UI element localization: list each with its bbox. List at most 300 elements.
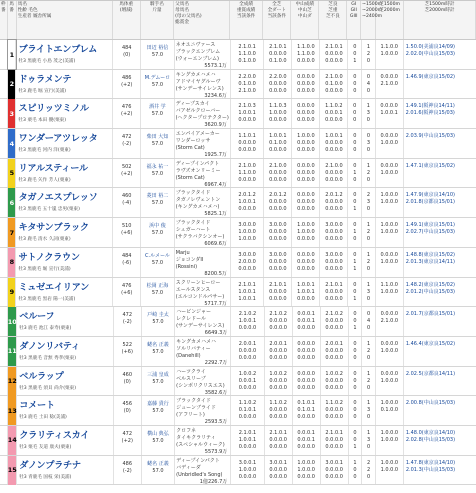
horse-number-badge: 6 (8, 188, 16, 217)
dam-name: レクレドール (176, 316, 206, 323)
damsire-name: (Danehill) (176, 352, 201, 359)
stat3-cell: 1.1.0.2 0.0.0.0 0.0.0.0 (321, 396, 349, 425)
distance-cell: 1 3 0 (362, 278, 376, 307)
jockey-name-link[interactable]: 三浦 皇成 (147, 371, 169, 378)
jockey-name-link[interactable]: 田辺 裕信 (146, 45, 169, 51)
horse-sub-info: 牡3 青鹿毛 国枝 栄(美浦) (19, 474, 72, 480)
total-prize: 6967.4万 (204, 181, 227, 188)
record-cell: 2.1.0.1 1.1.0.0 0.1.0.0 (231, 40, 264, 69)
jockey-name-link[interactable]: 蛯名 正義 (147, 460, 169, 467)
stat2-cell: 0.0.0.0 0.0.0.0 0.0.0.0 (293, 337, 321, 366)
turf-record-cell: 1.0.0.0 1.0.0.0 (376, 218, 404, 247)
jockey-cell (142, 367, 175, 396)
pedigree-cell (175, 99, 231, 128)
dam-name: バディーダ (176, 464, 201, 471)
turf-record-cell: 0.0.0.0 2.1.0.0 (376, 307, 404, 336)
dam-name: バアゼルクローバー (175, 108, 221, 115)
horse-name-link[interactable]: コメート (19, 400, 55, 412)
stat2-cell: 0.0.0.0 0.0.0.0 0.0.0.0 (292, 159, 320, 188)
best-time-cell (404, 99, 476, 128)
best-time: 1.49.1(阪神良14/11) 2.01.6(阪神良15/03) (405, 103, 455, 117)
stat3-cell: 1.1.0.2 0.0.0.1 0.0.0.0 (320, 99, 348, 128)
turf-record-cell: 1.0.0.0 0.1.0.0 (376, 396, 404, 425)
total-prize: 2593.5万 (204, 419, 228, 426)
distance-cell: 1 2 0 (362, 337, 376, 366)
distance-cell: 1 2 0 (362, 367, 376, 396)
table-row (0, 159, 476, 189)
stat3-cell: 2.0.0.1 0.0.0.0 0.0.0.0 (321, 337, 349, 366)
best-time: 1.48.8(東京良15/02) 2.01.3(東京良14/11) (405, 251, 455, 265)
horse-sub-info: 牡3 黒鹿毛 音無 秀孝(栗東) (19, 355, 77, 361)
ban-cell (0, 129, 8, 158)
jockey-weight: 57.0 (152, 408, 164, 415)
distance-cell: 2 2 0 (362, 456, 376, 485)
stat2-cell: 0.0.0.0 0.0.0.0 0.0.0.0 (292, 248, 320, 277)
turf-record-cell: 1.0.0.0 1.0.0.0 (376, 426, 404, 455)
jockey-cell (142, 456, 175, 485)
stat2-cell: 0.0.0.1 0.0.0.1 0.0.0.0 (293, 307, 321, 336)
stat3-cell: 2.1.0.1 0.0.0.0 0.0.0.0 (320, 278, 348, 307)
dam-name: シュガーハート (175, 227, 211, 234)
table-row (0, 99, 476, 129)
grade-cell: 0 0 0 (349, 396, 363, 425)
best-time-cell (404, 70, 476, 99)
record-cell: 3.0.0.0 2.0.0.0 0.0.0.0 (231, 248, 264, 277)
pedigree-cell (175, 396, 231, 425)
pedigree-cell (175, 129, 231, 158)
best-time: 1.47.9(東京良14/10) 2.01.8(京都良15/01) (405, 192, 455, 206)
sire-name: ハーツクライ (176, 368, 206, 375)
horse-sub-info: 牡3 鹿毛 清水 久詞(栗東) (18, 237, 71, 243)
horse-number-badge: 7 (8, 218, 16, 247)
best-time: 1.48.0(東京良14/10) 2.02.8(中山良15/03) (405, 429, 456, 443)
table-row (0, 129, 476, 159)
dam-name: ラヴズオンリーミー (175, 167, 221, 174)
pedigree-cell (175, 278, 231, 307)
header-record: 全成績 重賞成績 当該条件 (230, 1, 263, 39)
header-pedigree: 父馬名 母馬名 (母の父馬名) 総賞金 (174, 1, 230, 39)
horse-name-link[interactable]: ブライトエンブレム (18, 44, 98, 55)
total-prize: 5825.1万 (204, 211, 227, 218)
turf-record-cell: 0.0.0.0 1.0.0.0 (376, 159, 404, 188)
sire-name: ディープインパクト (175, 160, 220, 167)
damsire-name: (エルコンドルパサー) (175, 293, 225, 300)
stat1-cell: 2.1.0.1 0.0.0.0 0.1.0.0 (264, 40, 292, 69)
best-time-cell (404, 307, 476, 336)
table-row (0, 367, 476, 397)
stat3-cell: 3.0.0.0 0.0.0.0 0.0.0.0 (320, 218, 348, 247)
dam-name: アドマイヤグルーヴ (175, 78, 221, 85)
damsire-name: (Storm Cat) (175, 145, 205, 152)
best-time: 1.47.8(東京良14/10) 2.01.3(中山良15/03) (405, 459, 456, 473)
horse-cell (16, 129, 113, 158)
stat2-cell: 0.0.0.0 0.0.0.0 0.0.0.0 (292, 188, 320, 217)
ban-cell (0, 99, 8, 128)
total-prize: 1億226.7万 (199, 478, 228, 485)
best-time: 1.50.0(美浦良14/09) 2.02.0(中山良15/03) (405, 44, 455, 57)
horse-weight: 460 (-4) (113, 188, 141, 217)
jockey-weight: 57.0 (151, 141, 164, 148)
horse-sub-info: 牡3 黒鹿毛 堀 宣行(美浦) (18, 266, 71, 272)
stat1-cell: 2.1.0.1 0.0.0.0 0.0.0.0 (264, 278, 292, 307)
sire-name: ディープインパクト (176, 457, 220, 464)
stat1-cell: 3.0.0.0 0.0.0.0 0.0.0.0 (264, 248, 292, 277)
horse-cell (16, 40, 113, 69)
stat2-cell: 1.0.0.0 1.0.0.0 0.0.0.0 (293, 456, 321, 485)
turf-record-cell: 1.1.0.0 1.0.0.0 (376, 278, 404, 307)
header-name: 馬名 性齢 毛色 生産者 厩舎所属 (17, 1, 113, 39)
best-time: 2.03.9(中山良15/03) (405, 133, 455, 140)
header-g2: ~1500m ~2000m ~2400m (361, 1, 376, 39)
jockey-name-link[interactable]: 酒井 学 (149, 104, 166, 111)
horse-name-link[interactable]: ベルーフ (19, 311, 55, 323)
distance-cell: 1 3 0 (362, 99, 376, 128)
record-cell: 2.1.0.0 1.1.0.0 0.0.0.0 (231, 159, 264, 188)
record-cell: 3.0.0.1 1.0.0.0 0.0.0.0 (231, 456, 264, 485)
stat1-cell: 2.0.0.1 0.0.0.0 0.0.0.0 (265, 337, 293, 366)
horse-cell (17, 307, 114, 336)
grade-cell: 1 0 0 (349, 456, 363, 485)
horse-sub-info: 牡3 栗毛 本田 優(栗東) (18, 118, 67, 124)
horse-cell (17, 426, 114, 455)
damsire-name: (アフリート) (176, 412, 205, 419)
record-cell: 1.1.0.2 0.1.0.1 0.0.0.0 (231, 396, 264, 425)
horse-sub-info: 牡3 黒鹿毛 黒岩 陽一(美浦) (18, 296, 76, 302)
horse-name-link[interactable]: サトノクラウン (18, 251, 80, 263)
total-prize: 6649.3万 (204, 330, 228, 337)
horse-weight: 460 (0) (114, 367, 142, 396)
horse-cell (16, 248, 113, 277)
record-cell: 2.1.0.2 1.0.0.1 0.0.0.0 (231, 307, 264, 336)
jockey-cell (141, 129, 174, 158)
jockey-name-link[interactable]: 嘉藤 貴行 (147, 401, 169, 408)
horse-number-badge: 5 (8, 159, 16, 188)
sire-name: キングカメハメハ (175, 71, 216, 78)
pedigree-cell (175, 40, 231, 69)
damsire-name: (ウォーエンブレム) (175, 56, 219, 62)
best-time-cell (404, 188, 476, 217)
stat3-cell: 2.1.0.0 0.0.0.0 0.0.0.0 (320, 159, 348, 188)
jockey-name-link[interactable]: 横山 典弘 (147, 430, 169, 437)
record-cell: 1.0.0.2 0.0.0.1 0.0.0.0 (231, 367, 264, 396)
horse-weight: 472 (-2) (114, 307, 142, 336)
jockey-name-link[interactable]: 松岡 正海 (146, 282, 169, 289)
horse-weight: 472 (-2) (113, 129, 141, 158)
table-row (0, 40, 476, 70)
record-cell: 2.0.0.1 0.0.0.0 0.0.0.0 (231, 337, 264, 366)
table-row (0, 307, 476, 337)
ban-cell (0, 188, 8, 217)
horse-name-link[interactable]: リアルスティール (18, 162, 88, 174)
turf-record-cell: 0.0.0.0 1.0.0.0 (376, 248, 404, 277)
jockey-name-link[interactable]: 福永 祐一 (146, 163, 169, 170)
jockey-name-link[interactable]: C.ルメール (145, 252, 170, 259)
stat2-cell: 0.0.0.0 0.0.0.0 0.0.0.0 (293, 367, 321, 396)
horse-name-link[interactable]: クラリティスカイ (19, 429, 90, 441)
horse-name-link[interactable]: ドゥラメンテ (18, 73, 72, 85)
jockey-name-link[interactable]: 浜中 俊 (149, 223, 166, 230)
dam-name: エールスタンス (175, 286, 211, 293)
ban-cell (0, 278, 8, 307)
horse-number-badge: 14 (8, 426, 17, 455)
pedigree-cell (175, 456, 231, 485)
dam-name: ジョコンダII (175, 256, 204, 263)
horse-number-badge: 2 (8, 70, 16, 99)
stat1-cell: 2.0.1.2 0.0.0.0 0.0.0.0 (264, 188, 292, 217)
jockey-cell (142, 337, 175, 366)
jockey-cell (142, 426, 175, 455)
stat1-cell: 2.1.0.2 0.0.0.0 0.0.0.0 (265, 307, 293, 336)
horse-weight: 476 (+2) (113, 99, 141, 128)
horse-number-badge: 13 (8, 396, 17, 425)
table-row (0, 278, 476, 308)
jockey-weight: 57.0 (151, 200, 164, 207)
best-time: 2.01.7(京都良15/01) (405, 311, 456, 318)
horse-name-link[interactable]: ダノンリバティ (19, 340, 80, 352)
total-prize: 3234.6万 (204, 92, 227, 99)
table-row (0, 218, 476, 248)
horse-weight: 484 (-6) (113, 248, 141, 277)
damsire-name: (ヘクタープロテクター) (175, 115, 229, 122)
jockey-weight: 57.0 (151, 259, 164, 266)
jockey-cell (142, 396, 175, 425)
jockey-weight: 57.0 (152, 348, 164, 355)
horse-number-badge: 12 (8, 367, 17, 396)
stat3-cell: 1.0.0.1 0.0.0.0 0.0.0.0 (320, 129, 348, 158)
stat3-cell: 2.1.0.1 0.0.0.0 0.0.0.0 (320, 40, 348, 69)
dam-name: ベルスリーブ (176, 375, 206, 382)
stat2-cell: 0.0.0.1 0.0.0.1 0.0.0.0 (293, 426, 321, 455)
damsire-name: (サンデーサイレンス) (176, 323, 225, 330)
best-time: 1.47.1(東京良15/02) (405, 162, 455, 169)
horse-name-link[interactable]: キタサンブラック (18, 222, 89, 234)
pedigree-cell (175, 70, 231, 99)
grade-cell: 0 0 0 (349, 337, 363, 366)
total-prize: 5717.7万 (204, 300, 227, 307)
header-stat1: 全芝 全ダート 当該条件 (263, 1, 291, 39)
pedigree-cell (175, 307, 231, 336)
horse-cell (16, 99, 113, 128)
grade-cell: 0 0 0 (348, 70, 362, 99)
horse-sub-info: 牡3 黒鹿毛 河内 洋(栗東) (18, 148, 71, 154)
horse-cell (16, 278, 113, 307)
horse-number-badge: 3 (8, 99, 16, 128)
damsire-name: (Rossini) (175, 263, 198, 270)
table-row (0, 396, 476, 426)
sire-name: ブラックタイド (175, 220, 211, 227)
total-prize: 3620.9万 (204, 122, 227, 129)
stat1-cell: 2.1.0.1 0.0.0.0 0.0.0.0 (265, 426, 293, 455)
distance-cell: 0 4 0 (362, 307, 376, 336)
turf-record-cell: 0.0.0.0 1.0.0.0 (376, 337, 404, 366)
jockey-name-link[interactable]: 蛯名 正義 (147, 341, 169, 348)
best-time-cell (404, 129, 476, 158)
header-stat3: 芝良 芝重 芝不良 (319, 1, 347, 39)
jockey-cell (141, 99, 174, 128)
stat3-cell: 2.1.0.2 0.0.0.0 0.0.0.0 (321, 307, 349, 336)
horse-cell (16, 218, 113, 247)
damsire-name: (キングカメハメハ) (175, 204, 220, 211)
total-prize: 5573.1万 (204, 63, 227, 69)
sire-name: ブラックタイド (176, 398, 211, 405)
horse-name-link[interactable]: ワンダーアツレッタ (18, 133, 98, 145)
horse-cell (17, 396, 114, 425)
horse-number-badge: 11 (8, 337, 17, 366)
horse-weight: 522 (+6) (114, 337, 142, 366)
table-row (0, 248, 476, 278)
table-row (0, 337, 476, 367)
horse-name-link[interactable]: ベルラップ (19, 370, 64, 382)
jockey-weight: 57.0 (152, 467, 164, 474)
total-prize: 6069.6万 (204, 241, 227, 248)
table-body (0, 40, 476, 485)
header-jockey: 騎手名 斤量 (141, 1, 174, 39)
header-g1: GI GII GIII (347, 1, 361, 39)
pedigree-cell (175, 248, 231, 277)
horse-number-badge: 1 (8, 40, 16, 69)
stat1-cell: 3.0.0.0 0.0.0.0 0.0.0.0 (264, 218, 292, 247)
horse-cell (17, 456, 114, 485)
grade-cell: 0 1 1 (348, 248, 362, 277)
horse-cell (17, 337, 114, 366)
grade-cell: 0 0 1 (348, 278, 362, 307)
stat1-cell: 2.1.0.0 0.0.0.0 0.0.0.0 (264, 159, 292, 188)
horse-number-badge: 9 (8, 278, 16, 307)
horse-name-link[interactable]: ダノンプラチナ (19, 459, 81, 471)
record-cell: 2.1.0.3 1.0.0.1 0.0.0.0 (231, 99, 264, 128)
header-weight: 馬体重 (増減) (113, 1, 141, 39)
horse-cell (17, 367, 114, 396)
horse-weight: 476 (+6) (113, 278, 141, 307)
table-row (0, 456, 476, 486)
jockey-name-link[interactable]: 菱田 裕二 (146, 193, 169, 200)
grade-cell: 0 0 1 (348, 188, 362, 217)
damsire-name: (Unbridled's Song) (176, 471, 223, 478)
horse-weight: 486 (-2) (114, 456, 142, 485)
record-cell: 3.0.0.0 1.0.0.0 1.0.0.0 (231, 218, 264, 247)
horse-weight: 484 (0) (113, 40, 141, 69)
dam-name: ブラックエンブレム (175, 49, 221, 55)
ban-cell (0, 70, 8, 99)
jockey-cell (141, 248, 174, 277)
horse-sub-info: 牡3 鹿毛 堀 宣行(美浦) (18, 88, 67, 94)
pedigree-cell (175, 218, 231, 247)
horse-name-link[interactable]: スピリッツミノル (18, 103, 89, 115)
jockey-name-link[interactable]: M.デムーロ (144, 74, 171, 81)
best-time-cell (404, 278, 476, 307)
best-time-cell (404, 456, 476, 485)
horse-cell (16, 159, 113, 188)
sire-name: ブラックタイド (175, 190, 211, 197)
horse-sub-info: 牡3 鹿毛 矢作 芳人(栗東) (18, 177, 71, 183)
jockey-name-link[interactable]: 戸崎 圭太 (147, 312, 169, 319)
stat3-cell: 2.1.0.0 0.1.0.0 0.0.0.0 (320, 70, 348, 99)
stat2-cell: 1.1.0.0 1.1.0.0 0.0.0.0 (292, 40, 320, 69)
jockey-cell (141, 159, 174, 188)
distance-cell: 1 2 0 (362, 248, 376, 277)
grade-cell: 0 0 0 (348, 129, 362, 158)
turf-record-cell: 0.0.0.0 1.0.0.0 (376, 367, 404, 396)
turf-record-cell: 1.0.0.0 1.0.0.0 (376, 188, 404, 217)
pedigree-cell (175, 367, 231, 396)
table-header (0, 1, 476, 40)
distance-cell: 1 2 0 (362, 159, 376, 188)
stat2-cell: 1.0.0.1 1.0.0.1 0.0.0.0 (292, 278, 320, 307)
ban-cell (0, 159, 8, 188)
best-time: 2.00.8(中山良15/03) (405, 400, 456, 407)
jockey-cell (142, 307, 175, 336)
stat1-cell: 3.0.0.1 0.0.0.0 0.0.0.0 (265, 456, 293, 485)
best-time-cell (404, 159, 476, 188)
header-time1: 芝1500m 芝2000m (376, 1, 404, 39)
stat1-cell: 1.0.0.1 0.1.0.0 0.0.0.0 (264, 129, 292, 158)
sire-name: ディープスカイ (175, 101, 210, 108)
best-time-cell (404, 396, 476, 425)
best-time: 2.02.5(京都良14/11) (405, 370, 456, 377)
total-prize: 8200.5万 (204, 270, 227, 277)
grade-cell: 0 0 0 (349, 367, 363, 396)
pedigree-cell (175, 188, 231, 217)
damsire-name: (サンデーサイレンス) (175, 85, 224, 92)
dam-name: ソルリバティー (176, 345, 211, 352)
table-row (0, 426, 476, 456)
best-time-cell (404, 218, 476, 247)
jockey-name-link[interactable]: 柴田 大知 (146, 134, 169, 141)
jockey-weight: 57.0 (152, 378, 164, 385)
ban-cell (0, 248, 8, 277)
pedigree-cell (175, 426, 231, 455)
dam-name: ジューンブライド (176, 405, 216, 412)
sire-name: Marju (175, 249, 190, 256)
sire-name: クロフネ (176, 427, 196, 434)
turf-record-cell: 0.0.0.0 1.0.0.1 (376, 99, 404, 128)
jockey-cell (141, 40, 174, 69)
header-num: 馬番 (8, 1, 16, 39)
total-prize: 2292.7万 (204, 359, 228, 366)
horse-name-link[interactable]: ミュゼエイリアン (18, 281, 89, 293)
sire-name: ネオユニヴァース (175, 42, 216, 48)
total-prize: 3582.6万 (204, 389, 228, 396)
record-cell: 2.2.0.0 0.1.0.0 2.1.0.0 (231, 70, 264, 99)
jockey-weight: 57.0 (152, 437, 164, 444)
header-ban: 枠番 (0, 1, 8, 39)
stat3-cell: 3.0.0.1 0.0.0.0 0.0.0.0 (321, 456, 349, 485)
horse-cell (16, 188, 113, 217)
distance-cell: 1 3 0 (362, 396, 376, 425)
horse-sub-info: 牡3 栗毛 友道 康夫(栗東) (19, 444, 72, 450)
stat2-cell: 0.0.0.0 0.0.0.0 0.0.0.0 (292, 99, 320, 128)
stat2-cell: 1.0.0.0 1.0.0.0 0.0.0.0 (292, 218, 320, 247)
best-time: 1.49.1(東京良15/01) 2.02.7(中山良15/03) (405, 222, 455, 236)
stat2-cell: 0.1.0.1 0.1.0.1 0.0.0.0 (293, 396, 321, 425)
damsire-name: (スペシャルウィーク) (176, 441, 225, 448)
damsire-name: (シンボリクリスエス) (176, 382, 225, 389)
horse-sub-info: 牡3 鹿毛 池江 泰寿(栗東) (19, 326, 72, 332)
jockey-cell (141, 188, 174, 217)
stat1-cell: 1.1.0.3 1.0.0.0 0.0.0.0 (264, 99, 292, 128)
horse-name-link[interactable]: タガノエスプレッソ (18, 192, 98, 204)
jockey-weight: 57.0 (151, 289, 164, 296)
horse-weight: 456 (0) (114, 396, 142, 425)
horse-sub-info: 牡3 黒鹿毛 五十嵐 忠男(栗東) (18, 207, 80, 213)
dam-name: タガノレヴェントン (175, 197, 221, 204)
horse-sub-info: 牡3 黒鹿毛 小島 茂之(美浦) (18, 59, 76, 64)
stat1-cell: 1.0.0.2 0.0.0.0 0.0.0.0 (265, 367, 293, 396)
horse-sub-info: 牡3 鹿毛 土田 稔(美浦) (19, 415, 67, 421)
stat3-cell: 2.0.1.2 0.0.0.0 0.0.0.0 (320, 188, 348, 217)
total-prize: 5573.9万 (204, 448, 228, 455)
horse-weight: 510 (+6) (113, 218, 141, 247)
